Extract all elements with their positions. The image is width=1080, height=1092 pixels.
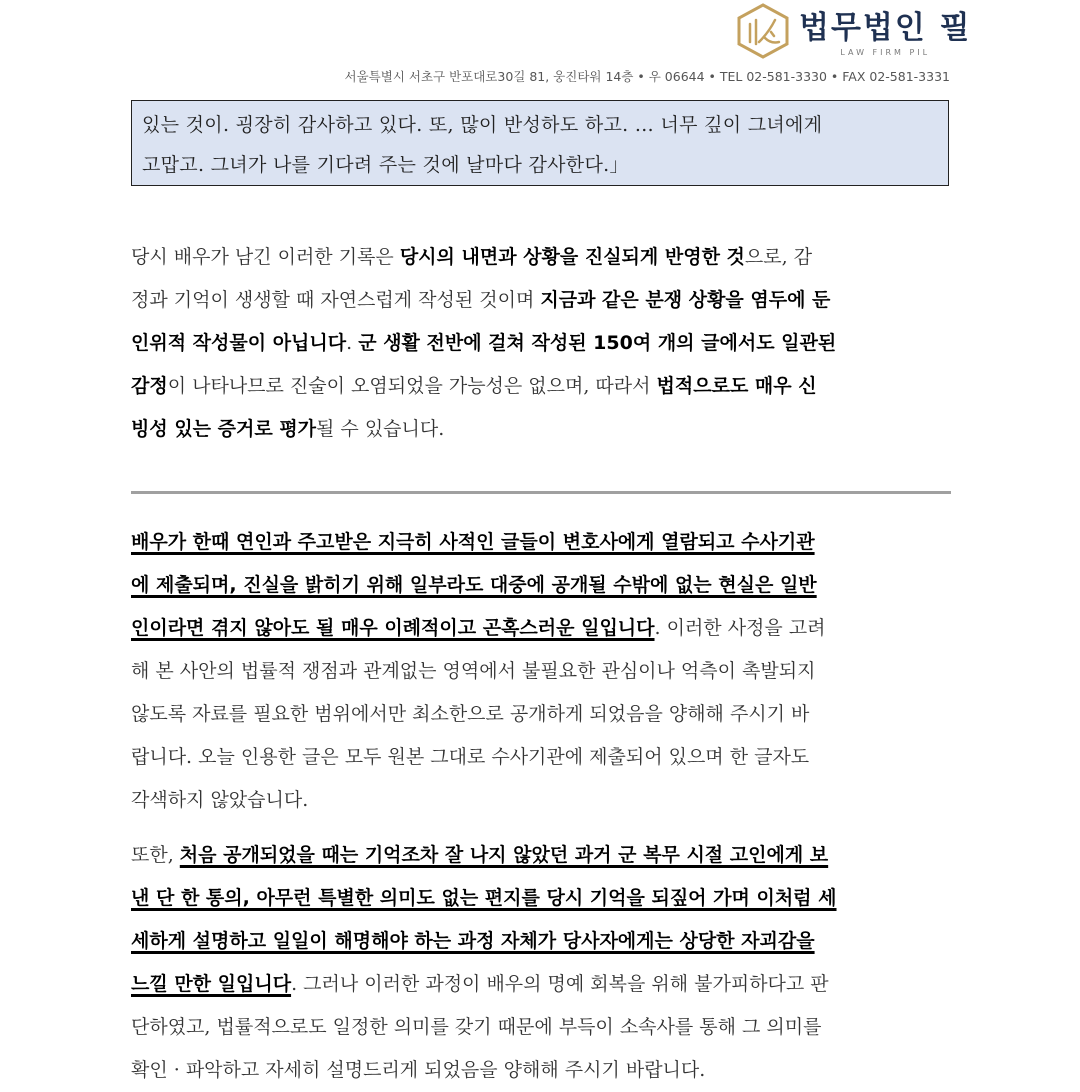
quote-line: 있는 것이. 굉장히 감사하고 있다. 또, 많이 반성하도 하고. … 너무 깊이 그녀에게 bbox=[142, 114, 823, 136]
letterhead bbox=[0, 0, 1080, 95]
emphasis: 지금과 같은 분쟁 상황을 염두에 둔 bbox=[540, 289, 831, 311]
law-firm-logo-icon bbox=[735, 2, 791, 60]
underlined-emphasis: 낸 단 한 통의, 아무런 특별한 의미도 없는 편지를 당시 기억을 되짚어 가며 이처럼 세 bbox=[131, 887, 837, 909]
text: 확인 · 파악하고 자세히 설명드리게 되었음을 양해해 주시기 바랍니다. bbox=[131, 1059, 706, 1081]
firm-logo bbox=[735, 2, 972, 60]
emphasis: 빙성 있는 증거로 평가 bbox=[131, 418, 317, 440]
paragraph-privacy bbox=[131, 521, 951, 822]
text: . bbox=[346, 332, 359, 354]
emphasis: 법적으로도 매우 신 bbox=[656, 375, 817, 397]
emphasis: 군 생활 전반에 걸쳐 작성된 150여 개의 글에서도 일관된 bbox=[358, 332, 837, 354]
text: 랍니다. 오늘 인용한 글은 모두 원본 그대로 수사기관에 제출되어 있으며 한 글자도 bbox=[131, 746, 810, 768]
underlined-emphasis: 인이라면 겪지 않아도 될 매우 이례적이고 곤혹스러운 일입니다 bbox=[131, 617, 655, 639]
text: 않도록 자료를 필요한 범위에서만 최소한으로 공개하게 되었음을 양해해 주시기 바 bbox=[131, 703, 810, 725]
text: 또한, bbox=[131, 844, 180, 866]
section-divider bbox=[131, 491, 951, 494]
text: 당시 배우가 남긴 이러한 기록은 bbox=[131, 246, 400, 268]
text: 정과 기억이 생생할 때 자연스럽게 작성된 것이며 bbox=[131, 289, 541, 311]
emphasis: 감정 bbox=[131, 375, 168, 397]
quote-line: 고맙고. 그녀가 나를 기다려 주는 것에 날마다 감사한다.」 bbox=[142, 154, 629, 176]
underlined-emphasis: 세하게 설명하고 일일이 해명해야 하는 과정 자체가 당사자에게는 상당한 자괴감을 bbox=[131, 930, 815, 952]
text: 해 본 사안의 법률적 쟁점과 관계없는 영역에서 불필요한 관심이나 억측이 촉발되지 bbox=[131, 660, 816, 682]
paragraph-evidence bbox=[131, 236, 951, 451]
firm-name-english: LAW FIRM PIL bbox=[840, 48, 931, 57]
underlined-emphasis: 배우가 한때 연인과 주고받은 지극히 사적인 글들이 변호사에게 열람되고 수사기관 bbox=[131, 531, 815, 553]
emphasis: 당시의 내면과 상황을 진실되게 반영한 것 bbox=[399, 246, 745, 268]
text: 될 수 있습니다. bbox=[316, 418, 445, 440]
emphasis: 인위적 작성물이 아닙니다 bbox=[131, 332, 347, 354]
quote-box bbox=[131, 100, 949, 186]
paragraph-explanation bbox=[131, 834, 951, 1092]
firm-name: 법무법인 필 bbox=[799, 10, 972, 46]
underlined-emphasis: 느낄 만한 일입니다 bbox=[131, 973, 292, 995]
text: . 그러나 이러한 과정이 배우의 명예 회복을 위해 불가피하다고 판 bbox=[291, 973, 829, 995]
text: 단하였고, 법률적으로도 일정한 의미를 갖기 때문에 부득이 소속사를 통해 그 의미를 bbox=[131, 1016, 822, 1038]
text: 각색하지 않았습니다. bbox=[131, 789, 309, 811]
underlined-emphasis: 에 제출되며, 진실을 밝히기 위해 일부라도 대중에 공개될 수밖에 없는 현실은 일반 bbox=[131, 574, 817, 596]
text: 이 나타나므로 진술이 오염되었을 가능성은 없으며, 따라서 bbox=[167, 375, 657, 397]
text: . 이러한 사정을 고려 bbox=[654, 617, 826, 639]
text: 으로, 감 bbox=[744, 246, 813, 268]
firm-address: 서울특별시 서초구 반포대로30길 81, 웅진타워 14층 • 우 06644 • TEL 02-581-3330 • FAX 02-581-3331 bbox=[344, 69, 950, 84]
underlined-emphasis: 처음 공개되었을 때는 기억조차 잘 나지 않았던 과거 군 복무 시절 고인에게 보 bbox=[179, 844, 829, 866]
